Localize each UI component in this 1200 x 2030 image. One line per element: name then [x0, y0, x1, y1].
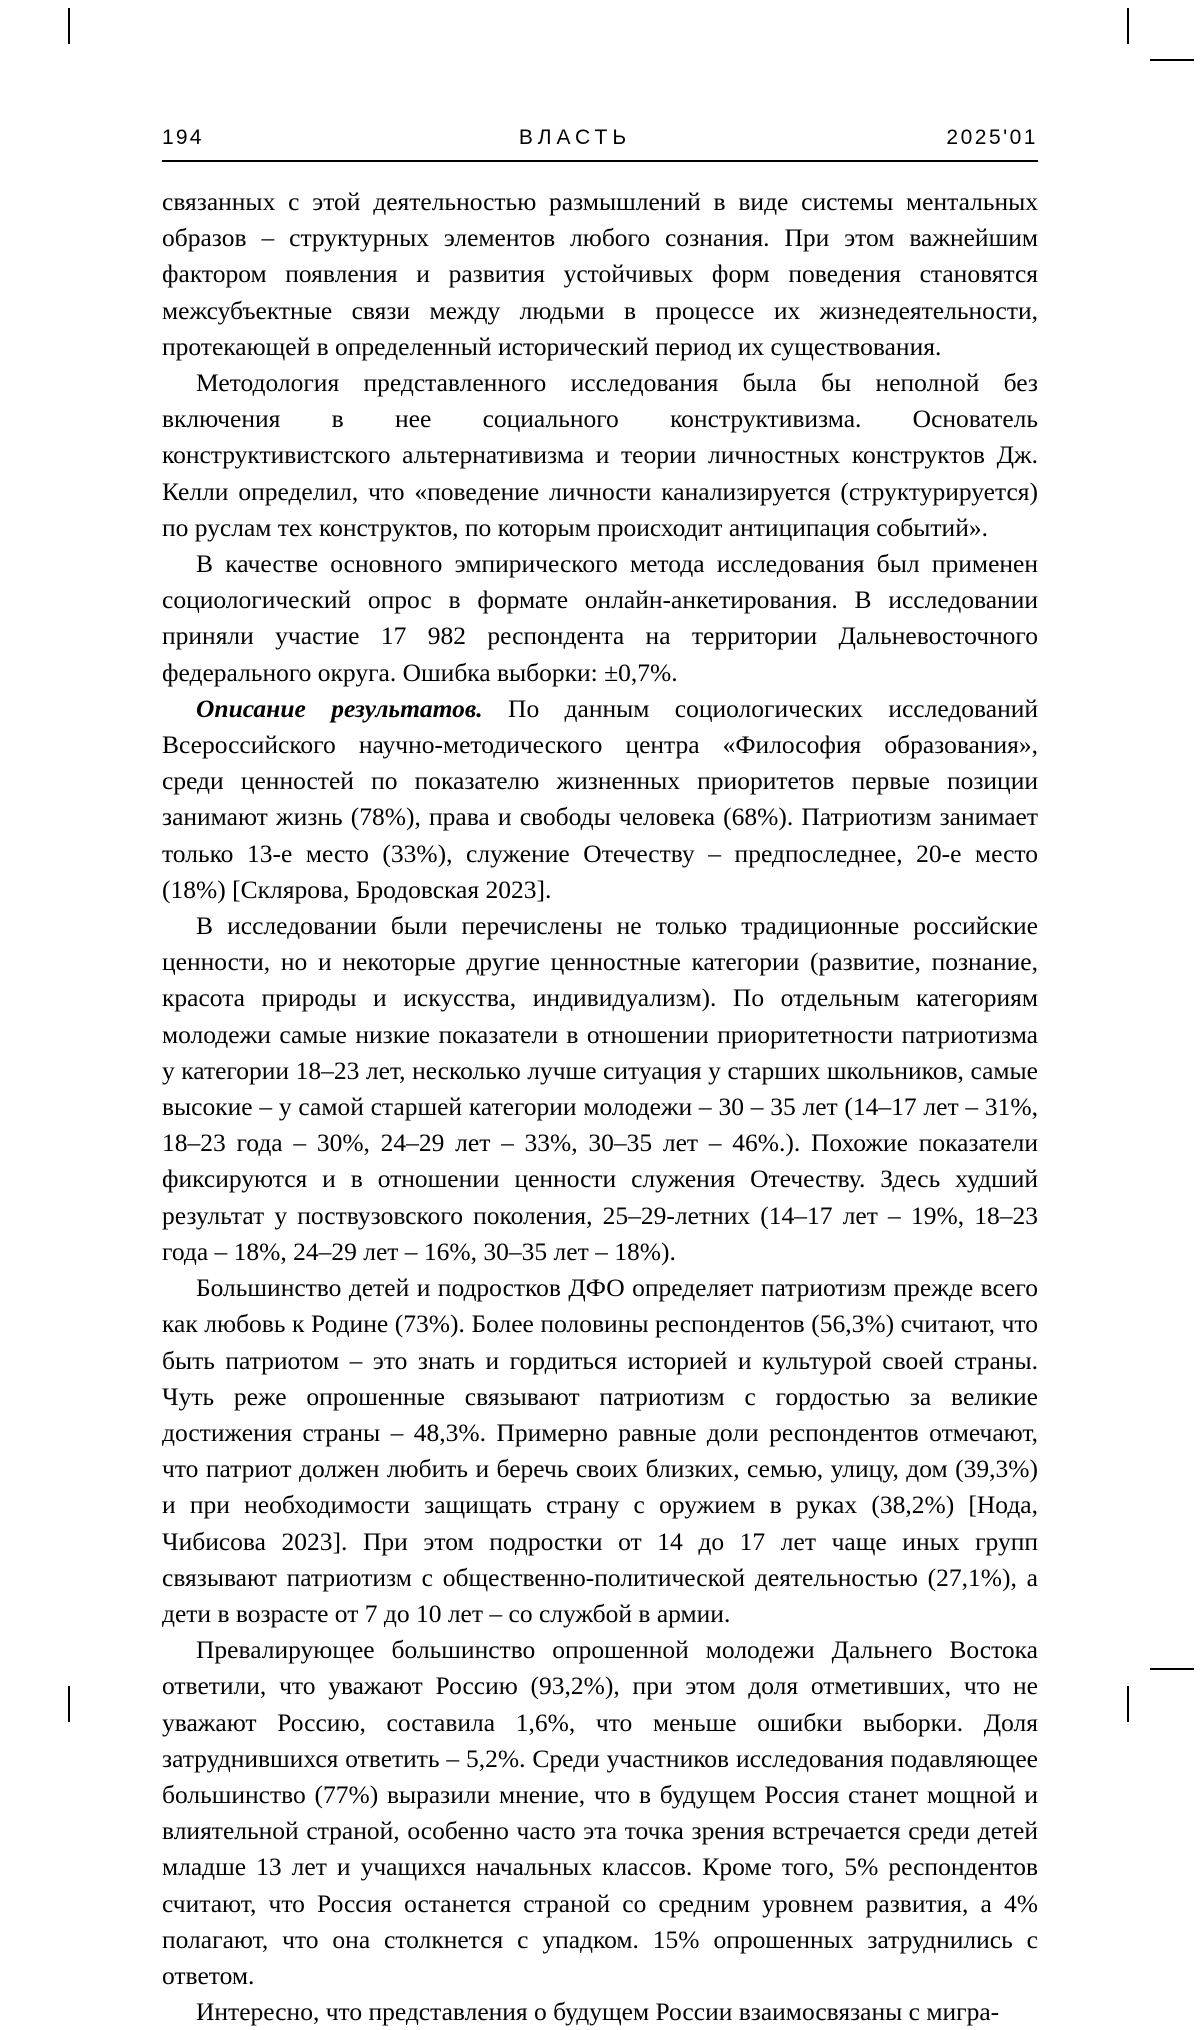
paragraph: Большинство детей и подростков ДФО определяет патриотизм прежде всего как любовь к Родине (73%). Более половины респондентов (56,3%) считают, что быть патриотом – это знать и гордиться историей и культурой своей страны. Чуть реже опрошенные связывают патриотизм с гордостью за великие достижения страны – 48,3%. Примерно равные доли респондентов отмечают, что патриот должен любить и беречь своих близких, семью, улицу, дом (39,3%) и при необходимости защищать страну с оружием в руках (38,2%) [Нода, Чибисова 2023]. При этом подростки от 14 до 17 лет чаще иных групп связывают патриотизм с общественно-политической деятельностью (27,1%), а дети в возрасте от 7 до 10 лет – со службой в армии.: [162, 1273, 1038, 1628]
crop-mark-bottom-left: [68, 1686, 70, 1722]
paragraph: Превалирующее большинство опрошенной молодежи Дальнего Востока ответили, что уважают Россию (93,2%), при этом доля отметивших, что не уважают Россию, составила 1,6%, что меньше ошибки выборки. Доля затруднившихся ответить – 5,2%. Среди участников исследования подавляющее большинство (77%) выразили мнение, что в будущем Россия станет мощной и влиятельной страной, особенно часто эта точка зрения встречается среди детей младше 13 лет и учащихся начальных классов. Кроме того, 5% респондентов считают, что Россия останется страной со средним уровнем развития, а 4% полагают, что она столкнется с упадком. 15% опрошенных затруднились с ответом.: [162, 1635, 1038, 1990]
paragraph-text: По данным социологических исследований Всероссийского научно-методического центра «Философия образования», среди ценностей по показателю жизненных приоритетов первые позиции занимают жизнь (78%), права и свободы человека (68%). Патриотизм занимает только 13-е место (33%), служение Отечеству – предпоследнее, 20-е место (18%) [Склярова, Бродовская 2023].: [162, 693, 1039, 904]
run-in-heading: Описание результатов.: [196, 693, 483, 723]
page-number: 194: [162, 126, 204, 149]
page-content: [162, 126, 1038, 2030]
paragraph: Интересно, что представления о будущем России взаимосвязаны с мигра-: [196, 1997, 1000, 2027]
crop-mark-bottom-rule: [1150, 1668, 1194, 1670]
paragraph: Методология представленного исследования была бы неполной без включения в нее социального конструктивизма. Основатель конструктивистского альтернативизма и теории личностных конструктов Дж. Келли определил, что «поведение личности канализируется (структурируется) по руслам тех конструктов, по которым происходит антиципация событий».: [162, 368, 1038, 542]
crop-mark-bottom-right: [1127, 1686, 1129, 1722]
article-body: [162, 184, 1038, 2030]
paragraph-with-run-in-heading: [162, 691, 1038, 908]
crop-mark-top-left: [68, 8, 70, 44]
issue-label: 2025'01: [946, 126, 1038, 149]
paragraph: В качестве основного эмпирического метода исследования был применен социологический опрос в формате онлайн-анкетирования. В исследовании приняли участие 17 982 респондента на территории Дальневосточного федерального округа. Ошибка выборки: ±0,7%.: [162, 549, 1038, 687]
paragraph: связанных с этой деятельностью размышлений в виде системы ментальных образов – структурных элементов любого сознания. При этом важнейшим фактором появления и развития устойчивых форм поведения становятся межсубъектные связи между людьми в процессе их жизнедеятельности, протекающей в определенный исторический период их существования.: [162, 187, 1038, 361]
paragraph: В исследовании были перечислены не только традиционные российские ценности, но и некоторые другие ценностные категории (развитие, познание, красота природы и искусства, индивидуализм). По отдельным категориям молодежи самые низкие показатели в отношении приоритетности патриотизма у категории 18–23 лет, несколько лучше ситуация у старших школьников, самые высокие – у самой старшей категории молодежи – 30 – 35 лет (14–17 лет – 31%, 18–23 года – 30%, 24–29 лет – 33%, 30–35 лет – 46%.). Похожие показатели фиксируются и в отношении ценности служения Отечеству. Здесь худший результат у поствузовского поколения, 25–29-летних (14–17 лет – 19%, 18–23 года – 18%, 24–29 лет – 16%, 30–35 лет – 18%).: [162, 911, 1038, 1266]
crop-mark-right-rule: [1150, 59, 1194, 61]
running-head: [162, 126, 1038, 162]
journal-title: ВЛАСТЬ: [518, 126, 632, 149]
crop-mark-top-right: [1127, 8, 1129, 44]
